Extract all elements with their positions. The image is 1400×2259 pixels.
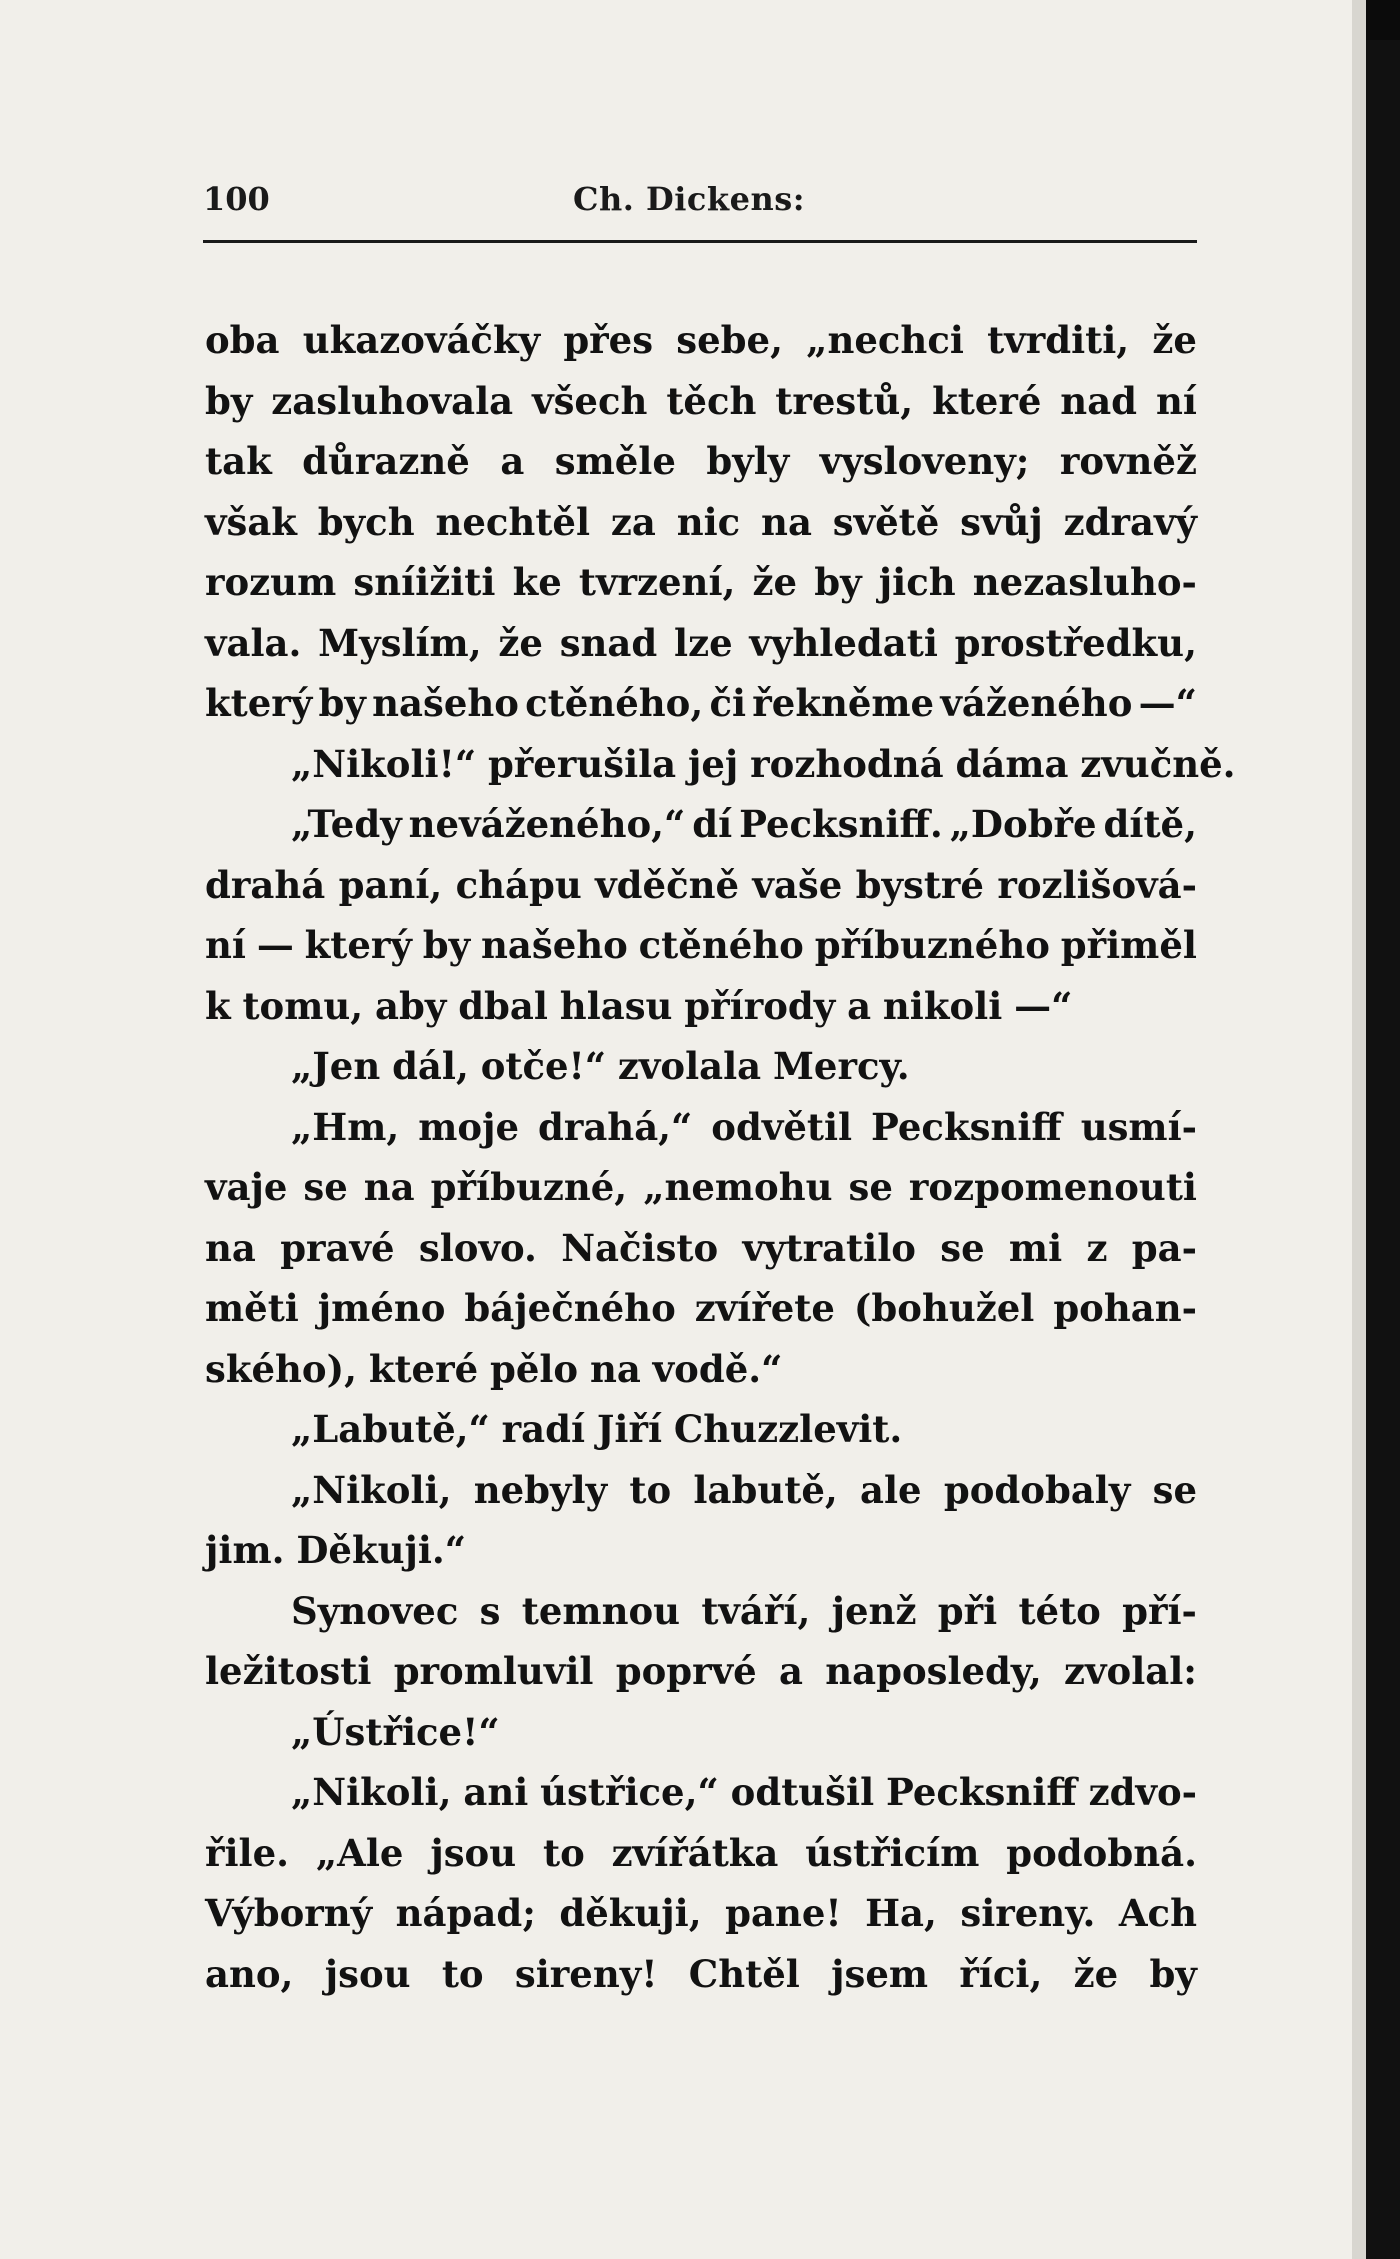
word: by	[814, 560, 862, 604]
word: Načisto	[561, 1225, 719, 1270]
word: ano,	[205, 1951, 294, 1996]
word: tomu,	[242, 983, 364, 1028]
word: měti	[205, 1286, 299, 1330]
word: vyhledati	[749, 620, 938, 665]
word: že	[498, 620, 543, 665]
word: (bohužel	[853, 1286, 1035, 1330]
word: pohan-	[1053, 1286, 1197, 1330]
word: poprvé	[615, 1649, 757, 1693]
word: pa-	[1131, 1225, 1197, 1270]
word: prostředku,	[954, 620, 1197, 665]
word: na	[205, 1225, 256, 1270]
word: odvětil	[711, 1104, 853, 1149]
word: „Ústřice!“	[291, 1709, 500, 1754]
word: této	[1018, 1588, 1101, 1633]
word: našeho	[372, 681, 519, 725]
word: a	[778, 1649, 803, 1693]
word: rovněž	[1059, 439, 1197, 483]
word: vodě.“	[652, 1346, 783, 1391]
word: jenž	[831, 1588, 917, 1633]
word: na	[363, 1165, 415, 1209]
word: našeho	[480, 923, 628, 967]
word: zasluhovala	[271, 378, 514, 423]
word: vaje	[205, 1165, 288, 1209]
word: by	[422, 923, 471, 967]
word: „Ale	[315, 1830, 404, 1875]
word: báječného	[464, 1286, 676, 1330]
word: se	[848, 1165, 893, 1209]
text-line	[205, 1823, 1197, 1884]
word: se	[1152, 1467, 1197, 1512]
word: ského),	[205, 1346, 357, 1391]
word: či	[709, 681, 747, 725]
word: bych	[317, 499, 415, 544]
word: na	[761, 499, 812, 544]
word: otče!“	[480, 1044, 607, 1088]
word: jsou	[430, 1830, 517, 1875]
word: že	[1073, 1951, 1119, 1996]
word: zdravý	[1063, 499, 1197, 544]
word: labutě,	[693, 1467, 838, 1512]
word: že	[752, 560, 798, 604]
word: dítě,	[1103, 802, 1197, 846]
word: sníižiti	[353, 560, 496, 604]
word: při	[937, 1588, 998, 1633]
word: by	[1149, 1951, 1197, 1996]
word: tvrzení,	[578, 560, 736, 604]
word: Synovec	[291, 1588, 459, 1633]
word: jméno	[317, 1286, 446, 1330]
word: se	[303, 1165, 348, 1209]
word: říci,	[959, 1951, 1043, 1996]
word: neváženého,“	[408, 802, 686, 846]
word: ní	[205, 923, 246, 967]
word: ctěného	[638, 923, 804, 967]
word: oba	[205, 318, 280, 362]
text-line	[205, 1036, 1197, 1097]
word: pří-	[1122, 1588, 1197, 1633]
word: aby	[375, 983, 447, 1028]
text-line	[205, 613, 1197, 674]
word: to	[441, 1951, 484, 1996]
word: přes	[563, 318, 654, 362]
word: sebe,	[676, 318, 783, 362]
word: který	[304, 923, 412, 967]
word: naposledy,	[825, 1649, 1042, 1693]
word: s	[479, 1588, 501, 1633]
word: jsem	[831, 1951, 929, 1996]
word: drahá,“	[537, 1104, 693, 1149]
word: vysloveny;	[819, 439, 1030, 483]
word: ale	[860, 1467, 922, 1512]
word: váženého	[940, 681, 1133, 725]
word: a	[847, 983, 872, 1028]
word: promluvil	[393, 1649, 594, 1693]
scan-border	[1366, 40, 1400, 2259]
word: nápad;	[395, 1891, 536, 1935]
word: pělo	[489, 1346, 579, 1391]
word: —	[256, 923, 294, 967]
page-gutter	[1352, 0, 1366, 2259]
word: Pecksniff	[871, 1104, 1062, 1149]
word: „Dobře	[949, 802, 1097, 846]
word: „Jen	[291, 1044, 381, 1088]
text-line	[205, 1097, 1197, 1158]
text-line	[205, 1883, 1197, 1944]
word: drahá	[205, 862, 326, 907]
word: Pecksniff	[886, 1770, 1077, 1814]
text-line	[205, 794, 1197, 855]
word: které	[368, 1346, 479, 1391]
word: trestů,	[775, 378, 914, 423]
word: dáma	[955, 741, 1069, 786]
text-line	[205, 431, 1197, 492]
word: „Tedy	[291, 802, 402, 846]
word: „Labutě,“	[291, 1407, 490, 1451]
word: všech	[532, 378, 648, 423]
word: „Hm,	[291, 1104, 400, 1149]
word: snad	[559, 620, 658, 665]
word: Myslím,	[318, 620, 482, 665]
word: podobná.	[1006, 1830, 1197, 1875]
word: jsou	[324, 1951, 411, 1996]
word: ke	[512, 560, 562, 604]
word: byly	[706, 439, 790, 483]
text-line	[205, 371, 1197, 432]
word: rozhodná	[750, 741, 944, 786]
word: Mercy.	[772, 1044, 910, 1088]
word: „Nikoli,	[291, 1467, 452, 1512]
text-line	[205, 1581, 1197, 1642]
word: rozlišová-	[997, 862, 1197, 907]
word: paní,	[338, 862, 443, 907]
word: pravé	[280, 1225, 395, 1270]
word: přerušila	[487, 741, 677, 786]
word: temnou	[521, 1588, 681, 1633]
word: ústřice,“	[540, 1770, 719, 1814]
text-line	[205, 310, 1197, 371]
text-line	[205, 855, 1197, 916]
word: sireny.	[960, 1891, 1096, 1935]
word: zvířete	[694, 1286, 835, 1330]
word: Ha,	[865, 1891, 937, 1935]
word: zvolal:	[1064, 1649, 1197, 1693]
word: by	[318, 681, 366, 725]
running-header	[203, 180, 1197, 230]
word: řile.	[205, 1830, 290, 1875]
word: příbuzné,	[430, 1165, 628, 1209]
word: ctěného,	[525, 681, 704, 725]
body-text	[205, 310, 1236, 2004]
word: nic	[676, 499, 741, 544]
word: jim.	[205, 1528, 285, 1572]
word: dbal	[458, 983, 548, 1028]
word: jej	[687, 741, 739, 786]
text-line	[205, 1278, 1197, 1339]
text-line	[205, 1460, 1197, 1521]
text-line	[205, 1399, 1197, 1460]
word: to	[543, 1830, 585, 1875]
word: zvučně.	[1080, 741, 1236, 786]
word: „Nikoli,	[291, 1770, 452, 1814]
word: by	[205, 378, 253, 423]
word: Jiří	[596, 1407, 663, 1451]
word: bystré	[855, 862, 984, 907]
word: pane!	[725, 1891, 842, 1935]
word: příbuzného	[814, 923, 1050, 967]
word: zvířátka	[611, 1830, 779, 1875]
word: zvolala	[617, 1044, 762, 1088]
word: nikoli	[882, 983, 1003, 1028]
text-line	[205, 1157, 1197, 1218]
word: směle	[554, 439, 676, 483]
word: podobaly	[943, 1467, 1131, 1512]
word: vala.	[205, 620, 302, 665]
word: rozum	[205, 560, 337, 604]
text-line	[205, 915, 1197, 976]
word: však	[205, 499, 297, 544]
word: nebyly	[473, 1467, 608, 1512]
word: které	[932, 378, 1042, 423]
word: vaše	[752, 862, 843, 907]
word: Děkuji.“	[296, 1528, 467, 1572]
word: dál,	[392, 1044, 469, 1088]
word: Pecksniff.	[739, 802, 943, 846]
word: který	[205, 681, 313, 725]
word: ukazováčky	[302, 318, 541, 362]
text-line	[205, 492, 1197, 553]
word: ní	[1155, 378, 1197, 423]
header-rule	[203, 240, 1197, 243]
text-line	[205, 1702, 1197, 1763]
text-line	[205, 1339, 1197, 1400]
word: tvrditi,	[987, 318, 1130, 362]
word: svůj	[960, 499, 1043, 544]
word: ležitosti	[205, 1649, 372, 1693]
word: Chtěl	[688, 1951, 800, 1996]
text-line	[205, 1218, 1197, 1279]
word: to	[629, 1467, 672, 1512]
word: přírody	[684, 983, 836, 1028]
word: na	[589, 1346, 641, 1391]
text-line	[205, 1641, 1197, 1702]
word: —“	[1014, 983, 1073, 1028]
word: Chuzzlevit.	[673, 1407, 903, 1451]
word: řekněme	[752, 681, 935, 725]
word: ani	[463, 1770, 529, 1814]
word: Výborný	[205, 1891, 373, 1935]
word: tak	[205, 439, 272, 483]
word: světě	[832, 499, 940, 544]
word: sireny!	[514, 1951, 658, 1996]
word: zdvo-	[1088, 1770, 1197, 1814]
word: za	[610, 499, 656, 544]
word: tváří,	[701, 1588, 811, 1633]
word: —“	[1138, 681, 1197, 725]
word: se	[940, 1225, 985, 1270]
text-line	[205, 1944, 1197, 2005]
word: vytratilo	[742, 1225, 916, 1270]
running-title: Ch. Dickens:	[573, 180, 806, 218]
word: nad	[1060, 378, 1138, 423]
text-line	[205, 552, 1197, 613]
word: moje	[418, 1104, 519, 1149]
word: nechtěl	[435, 499, 591, 544]
word: lze	[674, 620, 733, 665]
word: usmí-	[1080, 1104, 1197, 1149]
word: Ach	[1118, 1891, 1197, 1935]
word: slovo.	[418, 1225, 537, 1270]
word: vděčně	[595, 862, 740, 907]
text-line	[205, 673, 1197, 734]
word: a	[500, 439, 525, 483]
word: rozpomenouti	[908, 1165, 1197, 1209]
word: těch	[666, 378, 757, 423]
word: radí	[501, 1407, 586, 1451]
word: nezasluho-	[972, 560, 1197, 604]
word: odtušil	[730, 1770, 875, 1814]
word: jich	[878, 560, 956, 604]
word: k	[205, 983, 231, 1028]
word: dí	[692, 802, 733, 846]
word: z	[1086, 1225, 1108, 1270]
word: důrazně	[302, 439, 470, 483]
word: děkuji,	[559, 1891, 702, 1935]
word: ústřicím	[805, 1830, 980, 1875]
page-number: 100	[203, 180, 270, 218]
word: přiměl	[1060, 923, 1197, 967]
text-line	[205, 1762, 1197, 1823]
text-line	[205, 976, 1197, 1037]
word: hlasu	[559, 983, 673, 1028]
word: „nemohu	[643, 1165, 833, 1209]
word: „nechci	[806, 318, 964, 362]
text-line	[205, 734, 1236, 795]
text-line	[205, 1520, 1197, 1581]
word: že	[1152, 318, 1197, 362]
word: mi	[1008, 1225, 1063, 1270]
word: „Nikoli!“	[291, 741, 477, 786]
word: chápu	[455, 862, 582, 907]
